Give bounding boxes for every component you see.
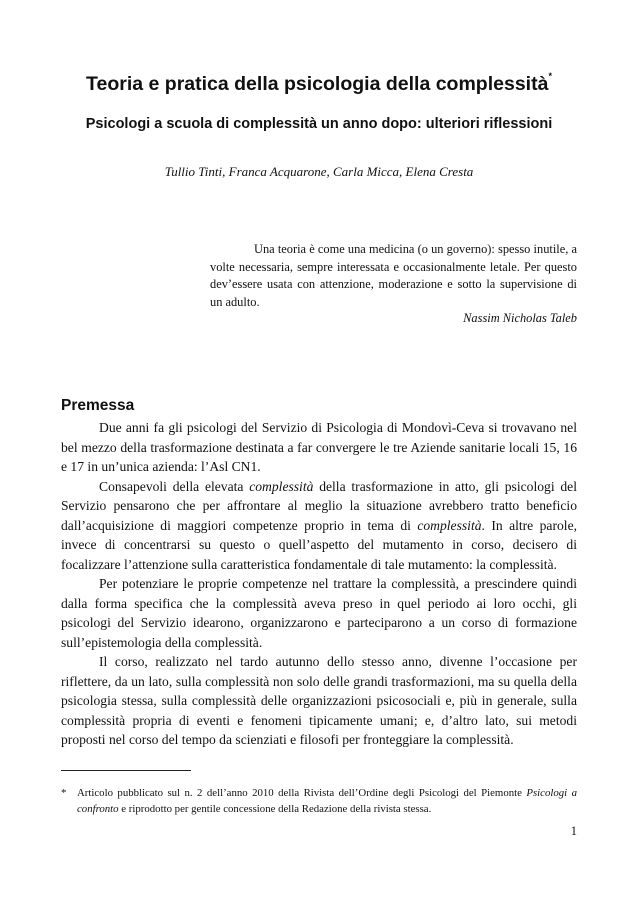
epigraph-author: Nassim Nicholas Taleb (463, 311, 577, 325)
footnote-separator (61, 770, 191, 771)
section-heading: Premessa (61, 397, 135, 414)
page-title (0, 73, 638, 96)
paragraph-2-emphasis-1: complessità (249, 478, 314, 494)
footnote-journal-title: Psicologi a confronto (77, 787, 578, 815)
paragraph-4: Il corso, realizzato nel tardo autunno dello stesso anno, divenne l’occasione per riflettere, da un lato, sulla complessità non solo delle grandi trasformazioni, ma su quella della psicologia stessa, sulla complessità delle organizzazioni psicosociali e, più in generale, sulla complessità propria di eventi e fenomeni tipicamente umani; e, d’altro lato, sui metodi proposti nel corso del tempo da scienziati e filosofi per fronteggiare la complessità. (61, 654, 577, 747)
paragraph-2-part-a: Consapevoli della elevata (99, 478, 250, 494)
footnote-text-a: Articolo pubblicato sul n. 2 dell’anno 2010 della Rivista dell’Ordine degli Psicologi del Piemonte (77, 787, 527, 799)
paragraph-2-part-b: della trasformazione in atto, gli psicologi del Servizio pensarono che per affrontare al meglio la situazione avrebbero tratto beneficio dall’acquisizione di maggiori competenze proprio in tema di (61, 478, 577, 533)
paragraph-1: Due anni fa gli psicologi del Servizio di Psicologia di Mondovì-Ceva si trovavano nel bel mezzo della trasformazione destinata a far convergere le tre Aziende sanitarie locali 15, 16 e 17 in un’unica azienda: l’Asl CN1. (61, 420, 577, 474)
paragraph-2-part-c: . In altre parole, invece di concentrarsi su questo o quell’aspetto del mutamento in corso, decisero di focalizzare l’attenzione sulla caratteristica fondamentale di tale mutamento: la complessità. (61, 517, 577, 572)
paragraph-3: Per potenziare le proprie competenze nel trattare la complessità, a prescindere quindi dalla forma specifica che la complessità aveva preso in quel periodo ai loro occhi, gli psicologi del Servizio idearono, organizzarono e parteciparono a un corso di formazione sull’epistemologia della complessità. (61, 576, 577, 650)
page-number: 1 (570, 824, 577, 838)
title-text: Teoria e pratica della psicologia della complessità (86, 73, 549, 95)
paragraph-2-emphasis-2: complessità (417, 517, 482, 533)
paragraph-2 (61, 477, 577, 575)
authors-line: Tullio Tinti, Franca Acquarone, Carla Micca, Elena Cresta (164, 164, 474, 179)
body-text (61, 418, 577, 750)
footnote-text-b: e riprodotto per gentile concessione della Redazione della rivista stessa. (118, 803, 432, 815)
page-subtitle: Psicologi a scuola di complessità un anno dopo: ulteriori riflessioni (85, 116, 553, 132)
epigraph-quote: Una teoria è come una medicina (o un governo): spesso inutile, a volte necessaria, sempre interessata e occasionalmente letale. Per questo dev’essere usata con attenzione, moderazione e sotto la supervisione di un adulto. (210, 242, 577, 309)
title-footnote-mark: * (548, 71, 552, 81)
footnote-mark: * (61, 787, 67, 799)
footnote (61, 785, 577, 817)
